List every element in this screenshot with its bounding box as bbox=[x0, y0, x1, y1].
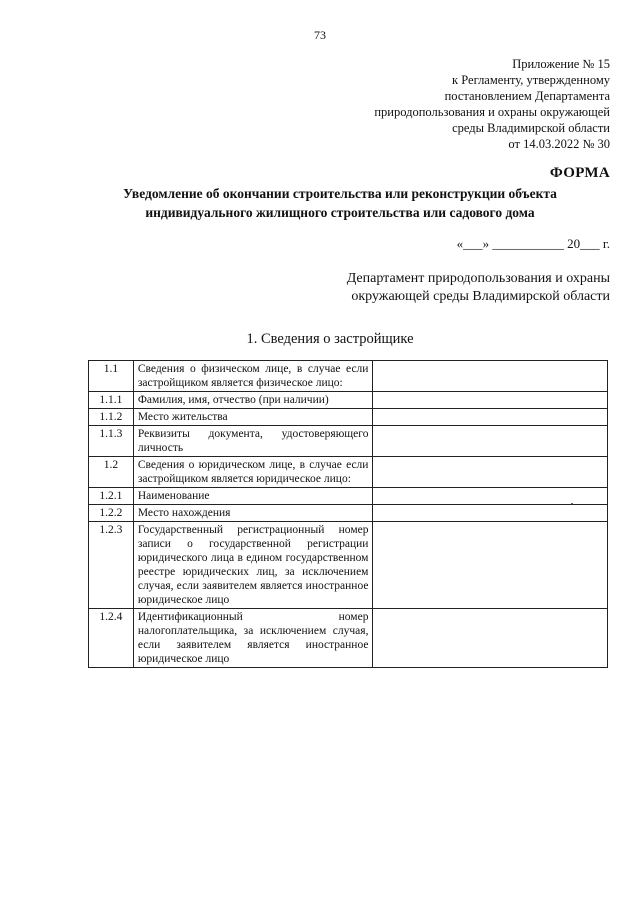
appendix-line: Приложение № 15 bbox=[512, 57, 610, 71]
row-number: 1.2.4 bbox=[89, 609, 134, 668]
table-row bbox=[89, 361, 608, 392]
row-number: 1.1.2 bbox=[89, 409, 134, 426]
row-number: 1.1.1 bbox=[89, 392, 134, 409]
recipient-line: Департамент природопользования и охраны bbox=[346, 271, 610, 286]
date-line: «___» ___________ 20___ г. bbox=[456, 236, 610, 251]
appendix-line: от 14.03.2022 № 30 bbox=[508, 137, 610, 151]
page-number: 73 bbox=[314, 28, 326, 42]
row-value-cell[interactable] bbox=[373, 488, 608, 505]
row-value-cell[interactable] bbox=[373, 609, 608, 668]
row-description: Место нахождения bbox=[133, 505, 373, 522]
row-number: 1.1 bbox=[89, 361, 134, 392]
row-number: 1.2 bbox=[89, 457, 134, 488]
row-number: 1.1.3 bbox=[89, 426, 134, 457]
table-row bbox=[89, 505, 608, 522]
row-description: Наименование bbox=[133, 488, 373, 505]
recipient-line: окружающей среды Владимирской области bbox=[351, 289, 610, 304]
row-number: 1.2.3 bbox=[89, 522, 134, 609]
appendix-line: природопользования и охраны окружающей bbox=[374, 105, 610, 119]
table-row bbox=[89, 426, 608, 457]
appendix-line: к Регламенту, утвержденному bbox=[452, 73, 610, 87]
row-description: Реквизиты документа, удостоверяющего личность bbox=[133, 426, 373, 457]
document-title bbox=[60, 184, 620, 222]
table-row bbox=[89, 409, 608, 426]
row-description: Фамилия, имя, отчество (при наличии) bbox=[133, 392, 373, 409]
document-title-line: индивидуального жилищного строительства или садового дома bbox=[145, 205, 535, 220]
table-row bbox=[89, 522, 608, 609]
row-description: Государственный регистрационный номер записи о государственной регистрации юридического лица в едином государственном реестре юридических лиц, за исключением случая, если заявителем является иностранное юридическое лицо bbox=[133, 522, 373, 609]
recipient-block bbox=[250, 270, 610, 306]
developer-info-table bbox=[88, 360, 608, 668]
row-number: 1.2.2 bbox=[89, 505, 134, 522]
row-description: Место жительства bbox=[133, 409, 373, 426]
row-value-cell[interactable] bbox=[373, 457, 608, 488]
scan-speck bbox=[571, 503, 573, 505]
document-title-line: Уведомление об окончании строительства или реконструкции объекта bbox=[123, 186, 557, 201]
table-row bbox=[89, 392, 608, 409]
table-row bbox=[89, 457, 608, 488]
row-value-cell[interactable] bbox=[373, 409, 608, 426]
row-description: Сведения о юридическом лице, в случае если застройщиком является юридическое лицо: bbox=[133, 457, 373, 488]
row-value-cell[interactable] bbox=[373, 392, 608, 409]
form-label: ФОРМА bbox=[549, 165, 610, 181]
table-row bbox=[89, 488, 608, 505]
section-title: 1. Сведения о застройщике bbox=[246, 331, 414, 347]
table-row bbox=[89, 609, 608, 668]
appendix-block bbox=[310, 56, 610, 152]
row-description: Сведения о физическом лице, в случае если застройщиком является физическое лицо: bbox=[133, 361, 373, 392]
row-number: 1.2.1 bbox=[89, 488, 134, 505]
row-description: Идентификационный номер налогоплательщика, за исключением случая, если заявителем является иностранное юридическое лицо bbox=[133, 609, 373, 668]
row-value-cell[interactable] bbox=[373, 361, 608, 392]
appendix-line: постановлением Департамента bbox=[444, 89, 610, 103]
appendix-line: среды Владимирской области bbox=[452, 121, 610, 135]
row-value-cell[interactable] bbox=[373, 505, 608, 522]
row-value-cell[interactable] bbox=[373, 426, 608, 457]
row-value-cell[interactable] bbox=[373, 522, 608, 609]
